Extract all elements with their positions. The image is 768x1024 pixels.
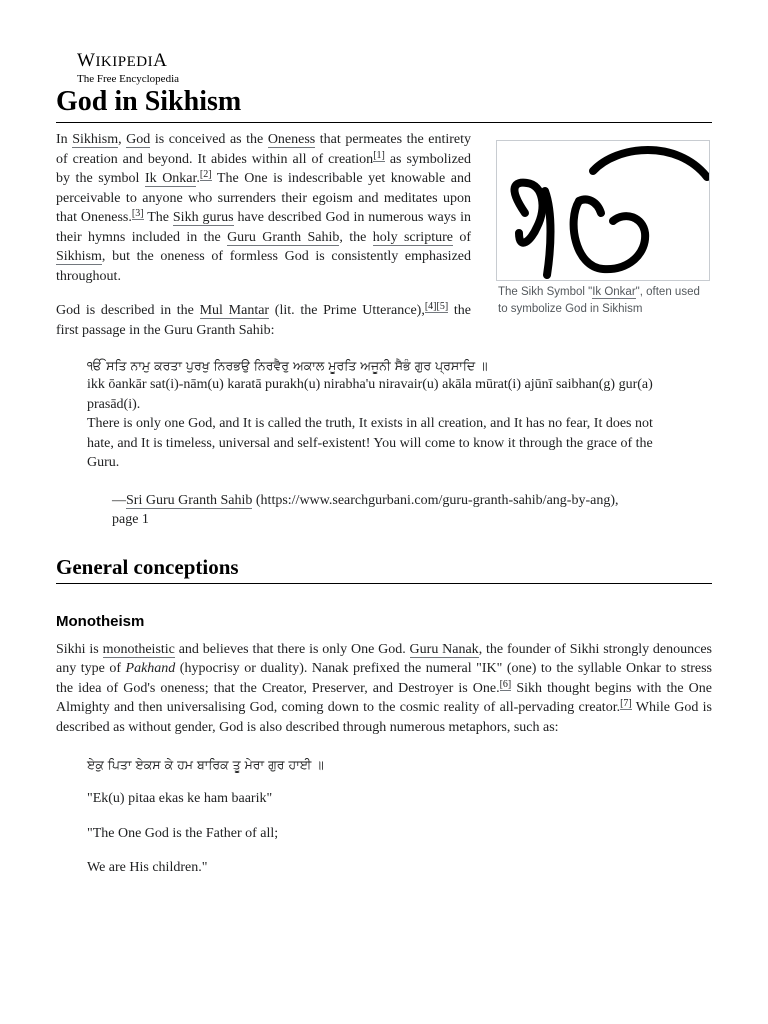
- wikipedia-logo[interactable]: [77, 50, 179, 85]
- infobox-figure: [496, 140, 710, 318]
- article-content: [56, 130, 712, 893]
- link-sikh-gurus[interactable]: Sikh gurus: [172, 210, 234, 225]
- ref-3[interactable]: [3]: [131, 208, 144, 219]
- logo-tagline: The Free Encyclopedia: [77, 73, 180, 85]
- ref-6[interactable]: [6]: [499, 678, 512, 690]
- link-oneness[interactable]: Oneness: [267, 132, 316, 147]
- ref-2[interactable]: [2]: [199, 169, 212, 180]
- logo-wordmark: WIKIPEDIA: [77, 50, 168, 71]
- mul-mantar-gurmukhi: ੴ ਸਤਿ ਨਾਮੁ ਕਰਤਾ ਪੁਰਖੁ ਨਿਰਭਉ ਨਿਰਵੈਰੁ ਅਕਾਲ ਮੂਰਤਿ ਅਜੂਨੀ ਸੈਭੰ ਗੁਰ ਪ੍ਰਸਾਦਿ ॥: [87, 358, 488, 373]
- link-ik-onkar[interactable]: Ik Onkar: [144, 171, 197, 186]
- intro-paragraph: In Sikhism, God is conceived as the Oneness that permeates the entirety of creation and beyond. It abides within all of creation[1] as symbolized by the symbol Ik Onkar.[2] The One is indescribable yet knowable and perceivable to anyone who surrenders their egoism and meditates upon that Oneness.[3] The Sikh gurus have described God in numerous ways in their hymns included in the Guru Granth Sahib, the holy scripture of Sikhism, but the oneness of formless God is consistently emphasized throughout.: [56, 132, 472, 284]
- ik-onkar-icon: [497, 141, 710, 281]
- link-ik-onkar-caption[interactable]: Ik Onkar: [592, 286, 636, 298]
- page-title: God in Sikhism: [56, 84, 712, 123]
- link-sri-guru-granth-sahib[interactable]: Sri Guru Granth Sahib: [126, 492, 253, 508]
- mul-mantar-translation: There is only one God, and It is called the truth, It exists in all creation, and It has no fear, It does not hate, and It is timeless, universal and self-existent! You will come to know it through the grace of the Guru.: [87, 416, 653, 470]
- ref-5[interactable]: [5]: [436, 301, 449, 312]
- monotheism-paragraph: Sikhi is monotheistic and believes that there is only One God. Guru Nanak, the founder of Sikhi strongly denounces any type of Pakhand (hypocrisy or duality). Nanak prefixed the numeral "IK" (one) to the syllable Onkar to stress the idea of God's oneness; that the Creator, Preserver, and Destroyer is One.[6] Sikh thought begins with the One Almighty and then universalising God, coming down to the cosmic reality of all-pervading creator.[7] While God is described as without gender, God is also described through numerous metaphors, such as:: [56, 641, 713, 735]
- link-holy-scripture[interactable]: holy scripture: [372, 229, 453, 245]
- metaphor-line-1: "Ek(u) pitaa ekas ke ham baarik": [87, 791, 273, 806]
- section-heading-general-conceptions: General conceptions: [56, 554, 712, 584]
- ref-7[interactable]: [7]: [620, 698, 632, 709]
- mul-mantar-paragraph: God is described in the Mul Mantar (lit. the Prime Utterance),[4][5] the first passage in the Guru Granth Sahib:: [56, 301, 471, 338]
- subsection-heading-monotheism: Monotheism: [56, 612, 145, 630]
- link-sikhism[interactable]: Sikhism: [72, 132, 119, 147]
- mul-mantar-transliteration: ikk ōankār sat(i)-nām(u) karatā purakh(u) nirabha'u niravair(u) akāla mūrat(i) ajūnī saibhan(g) gur(a) prasād(i).: [87, 377, 653, 412]
- metaphor-quote: [87, 755, 712, 878]
- mul-mantar-quote: [87, 356, 682, 473]
- infobox-caption: The Sikh Symbol "Ik Onkar", often used to symbolize God in Sikhism: [498, 286, 700, 315]
- ref-4[interactable]: [4]: [424, 301, 437, 312]
- link-sikhism-2[interactable]: Sikhism: [56, 249, 102, 264]
- ik-onkar-image[interactable]: [496, 140, 710, 281]
- quote-citation: —Sri Guru Granth Sahib (https://www.searchgurbani.com/guru-granth-sahib/ang-by-ang), page 1: [112, 492, 619, 527]
- link-guru-granth-sahib[interactable]: Guru Granth Sahib: [227, 229, 340, 245]
- metaphor-line-3: We are His children.": [87, 860, 208, 875]
- link-god[interactable]: God: [126, 132, 151, 147]
- link-mul-mantar[interactable]: Mul Mantar: [199, 303, 270, 318]
- link-guru-nanak[interactable]: Guru Nanak: [409, 641, 479, 657]
- link-monotheistic[interactable]: monotheistic: [102, 641, 175, 657]
- metaphor-gurmukhi: ਏਕੁ ਪਿਤਾ ਏਕਸ ਕੇ ਹਮ ਬਾਰਿਕ ਤੂ ਮੇਰਾ ਗੁਰ ਹਾਈ ॥: [87, 757, 324, 772]
- ref-1[interactable]: [1]: [373, 149, 385, 161]
- metaphor-line-2: "The One God is the Father of all;: [87, 825, 279, 841]
